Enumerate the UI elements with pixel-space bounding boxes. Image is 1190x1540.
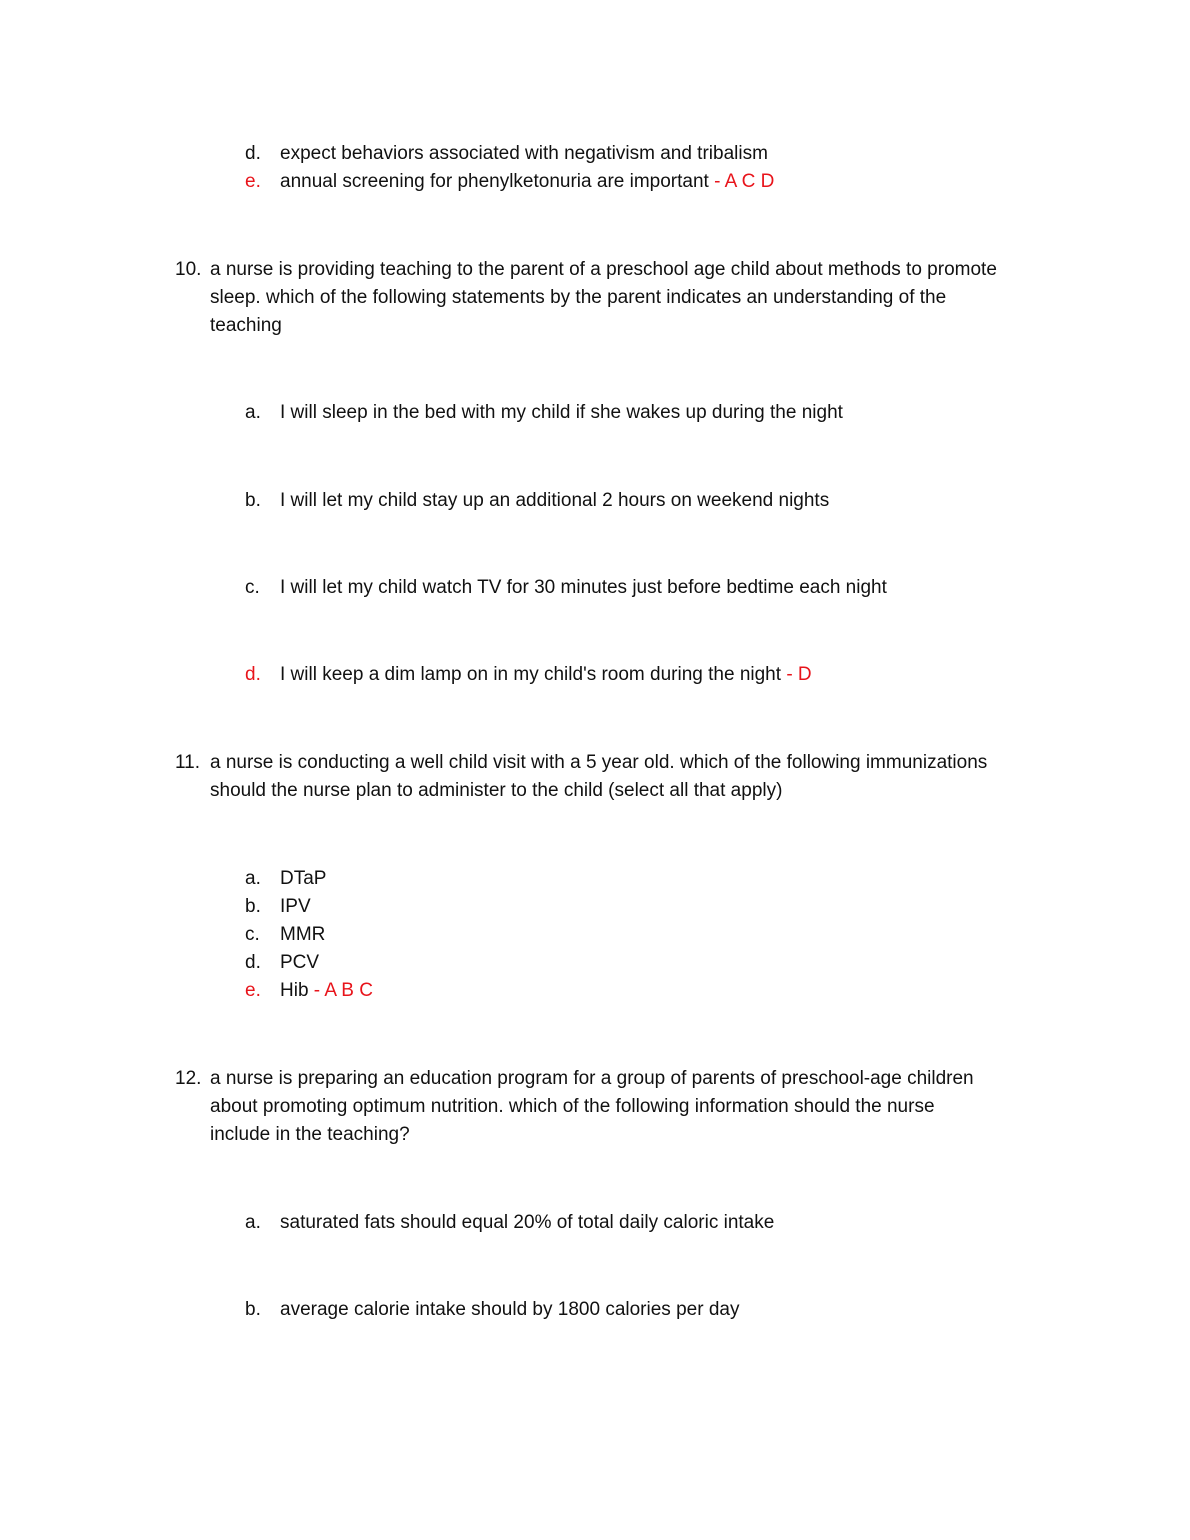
question-text-line: a nurse is conducting a well child visit with a 5 year old. which of the following immunizations [210,752,988,773]
option-text: I will let my child watch TV for 30 minutes just before bedtime each night [280,577,887,598]
option-letter: a. [245,868,261,889]
option-text: IPV [280,896,311,917]
option-letter: c. [245,577,260,598]
answer-key: - A C D [714,171,775,192]
answer-key: - A B C [313,980,373,1001]
option-letter: c. [245,924,260,945]
answer-key: - D [786,664,812,685]
question-text-line: sleep. which of the following statements by the parent indicates an understanding of the [210,287,947,308]
question-text-line: a nurse is preparing an education program for a group of parents of preschool-age children [210,1068,974,1089]
question-text-line: a nurse is providing teaching to the parent of a preschool age child about methods to promote [210,259,997,280]
option-letter: d. [245,952,261,973]
question-text-line: should the nurse plan to administer to the child (select all that apply) [210,780,783,801]
option-letter: b. [245,490,261,511]
option-text: MMR [280,924,326,945]
question-text-line: teaching [210,315,282,336]
option-text: DTaP [280,868,327,889]
option-letter-correct: d. [245,664,261,685]
option-letter: b. [245,1299,261,1320]
question-number: 10. [175,259,202,280]
option-text: PCV [280,952,320,973]
option-letter: d. [245,143,261,164]
option-text: average calorie intake should by 1800 calories per day [280,1299,740,1320]
question-text-line: about promoting optimum nutrition. which of the following information should the nurse [210,1096,935,1117]
option-letter: a. [245,402,261,423]
option-letter: a. [245,1212,261,1233]
option-text: saturated fats should equal 20% of total daily caloric intake [280,1212,775,1233]
option-letter-correct: e. [245,171,261,192]
option-text: Hib - A B C [280,980,373,1001]
option-text: I will let my child stay up an additional 2 hours on weekend nights [280,490,830,511]
option-text: I will keep a dim lamp on in my child's room during the night - D [280,664,812,685]
option-text: I will sleep in the bed with my child if she wakes up during the night [280,402,843,423]
option-letter: b. [245,896,261,917]
option-letter-correct: e. [245,980,261,1001]
option-text: annual screening for phenylketonuria are important - A C D [280,171,775,192]
question-number: 11. [175,752,201,773]
question-number: 12. [175,1068,202,1089]
question-text-line: include in the teaching? [210,1124,410,1145]
option-text: expect behaviors associated with negativism and tribalism [280,143,768,164]
